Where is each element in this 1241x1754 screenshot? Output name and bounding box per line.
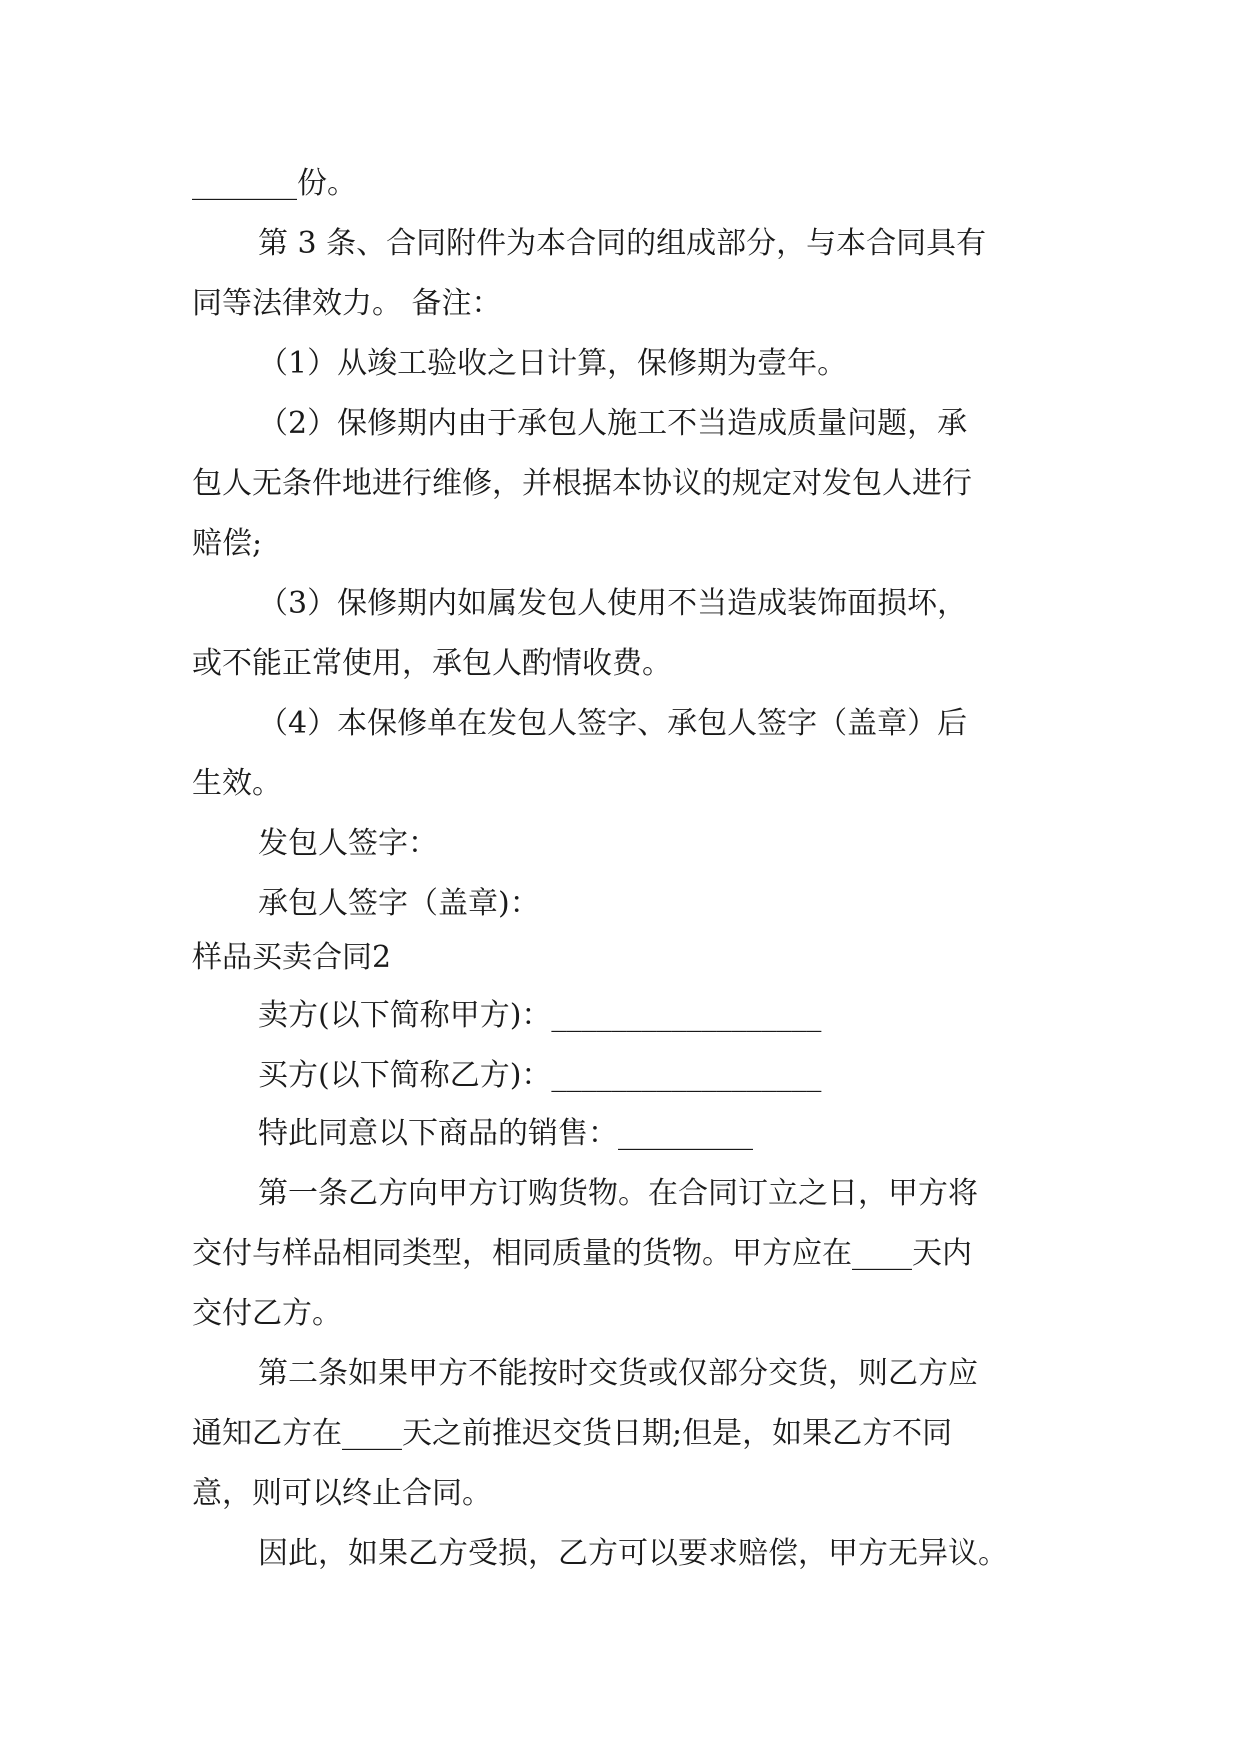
text-line: 包人无条件地进行维修，并根据本协议的规定对发包人进行	[192, 466, 972, 501]
text-line: 发包人签字：	[258, 826, 438, 861]
section-heading: 样品买卖合同2	[192, 940, 392, 975]
text-line: 因此，如果乙方受损，乙方可以要求赔偿，甲方无异议。	[258, 1536, 1008, 1571]
text-line: 交付乙方。	[192, 1296, 342, 1331]
text-line: 同等法律效力。 备注：	[192, 286, 502, 321]
text-line: 意，则可以终止合同。	[192, 1476, 492, 1511]
text-line: 卖方(以下简称甲方)：__________________	[258, 998, 822, 1033]
text-line: 赔偿;	[192, 526, 263, 561]
text-line: 第 3 条、合同附件为本合同的组成部分，与本合同具有	[258, 226, 987, 261]
text-line: （4）本保修单在发包人签字、承包人签字（盖章）后	[258, 706, 968, 741]
text-line: 承包人签字（盖章)：	[258, 886, 540, 921]
text-line: 生效。	[192, 766, 282, 801]
text-line: （2）保修期内由于承包人施工不当造成质量问题，承	[258, 406, 968, 441]
text-line: 通知乙方在____天之前推迟交货日期;但是，如果乙方不同	[192, 1416, 953, 1451]
text-line: （3）保修期内如属发包人使用不当造成装饰面损坏，	[258, 586, 968, 621]
text-line: _______份。	[192, 166, 357, 201]
text-line: 第一条乙方向甲方订购货物。在合同订立之日，甲方将	[258, 1176, 978, 1211]
text-line: 买方(以下简称乙方)：__________________	[258, 1058, 822, 1093]
text-line: 第二条如果甲方不能按时交货或仅部分交货，则乙方应	[258, 1356, 978, 1391]
text-line: 交付与样品相同类型，相同质量的货物。甲方应在____天内	[192, 1236, 972, 1271]
text-line: 或不能正常使用，承包人酌情收费。	[192, 646, 672, 681]
text-line: 特此同意以下商品的销售：_________	[258, 1116, 753, 1151]
text-line: （1）从竣工验收之日计算，保修期为壹年。	[258, 346, 848, 381]
